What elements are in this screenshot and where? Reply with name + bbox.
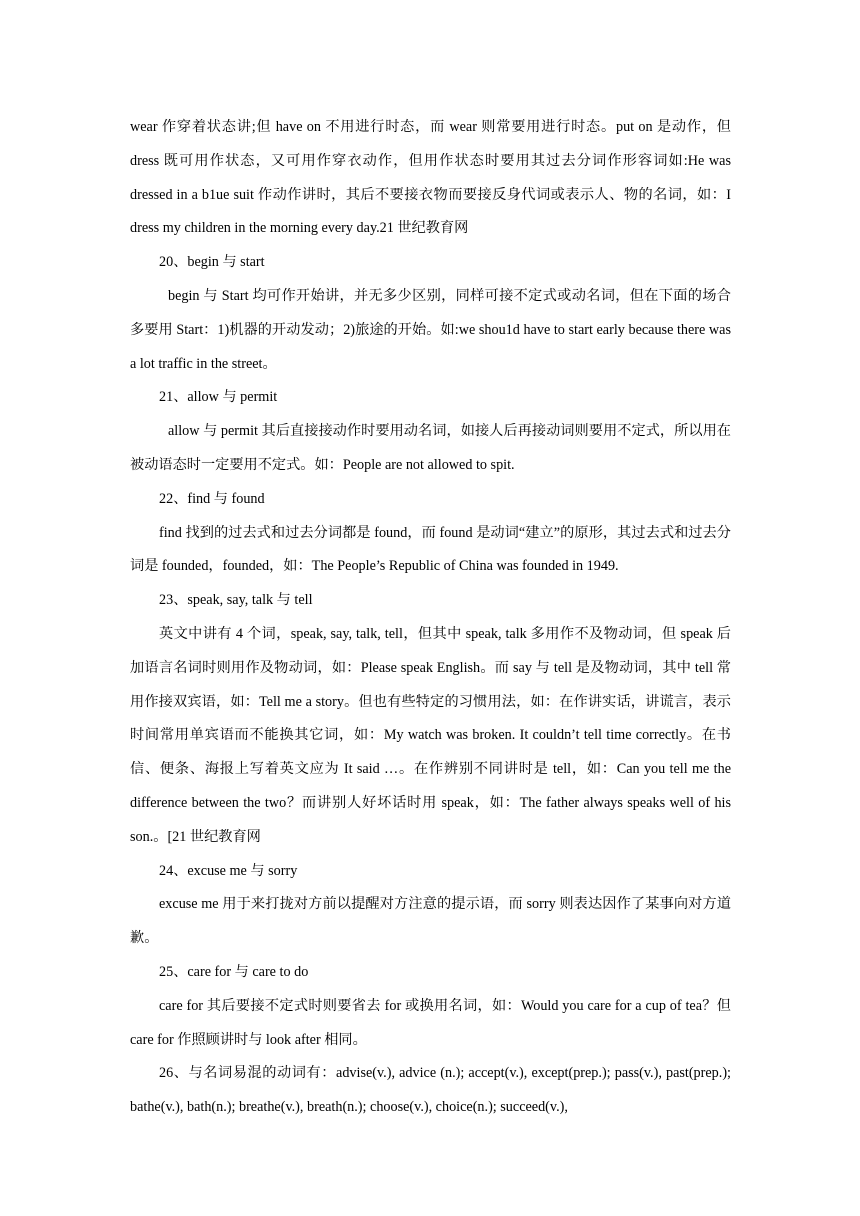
heading-allow-permit: 21、allow 与 permit [159,389,278,406]
paragraph-begin-start: begin 与 Start 均可作开始讲，并无多少区别，同样可接不定式或动名词，但在下面的场合多要用 Start：1)机器的开动发动；2)旅途的开始。如:we shou1d have to start early because there was a lot traffic in the street。 [130,287,731,372]
document-body [130,111,731,1125]
paragraph-speak-say-talk-tell: 英文中讲有 4 个词，speak, say, talk, tell，但其中 speak, talk 多用作不及物动词，但 speak 后加语言名词时则用作及物动词，如：Please speak English。而 say 与 tell 是及物动词，其中 tell 常用作接双宾语，如：Tell me a story。但也有些特定的习惯用法，如：在作讲实话，讲谎言，表示时间常用单宾语而不能换其它词，如：My watch was broken. It couldn’t tell time correctly。在书信、便条、海报上写着英文应为 It said …。在作辨别不同讲时是 tell，如：Can you tell me the difference between the two？而讲别人好坏话时用 speak，如：The father always speaks well of his son.。[21 世纪教育网 [130,625,731,845]
heading-care-for: 25、care for 与 care to do [159,963,309,980]
paragraph-excuse-me-sorry: excuse me 用于来打拢对方前以提醒对方注意的提示语，而 sorry 则表达因作了某事向对方道歉。 [130,896,731,947]
heading-begin-start: 20、begin 与 start [159,254,265,271]
heading-excuse-me-sorry: 24、excuse me 与 sorry [159,862,298,879]
paragraph-noun-verb-confusion: 26、与名词易混的动词有：advise(v.), advice (n.); accept(v.), except(prep.); pass(v.), past(prep.); bathe(v.), bath(n.); breathe(v.), breath(n.); choose(v.), choice(n.); succeed(v.), [130,1065,731,1116]
heading-speak-say-talk-tell: 23、speak, say, talk 与 tell [159,592,313,609]
heading-find-found: 22、find 与 found [159,490,265,507]
paragraph-wear-dress: wear 作穿着状态讲;但 have on 不用进行时态，而 wear 则常要用进行时态。put on 是动作，但 dress 既可用作状态，又可用作穿衣动作，但用作状态时要用其过去分词作形容词如:He was dressed in a b1ue suit 作动作讲时，其后不要接衣物而要接反身代词或表示人、物的名词，如：I dress my children in the morning every day.21 世纪教育网 [130,119,731,237]
paragraph-allow-permit: allow 与 permit 其后直接接动作时要用动名词，如接人后再接动词则要用不定式，所以用在被动语态时一定要用不定式。如：People are not allowed to spit. [130,423,731,473]
paragraph-find-found: find 找到的过去式和过去分词都是 found，而 found 是动词“建立”的原形，其过去式和过去分词是 founded，founded，如：The People’s Republic of China was founded in 1949. [130,524,731,575]
paragraph-care-for: care for 其后要接不定式时则要省去 for 或换用名词，如：Would you care for a cup of tea？但 care for 作照顾讲时与 look after 相同。 [130,997,731,1048]
